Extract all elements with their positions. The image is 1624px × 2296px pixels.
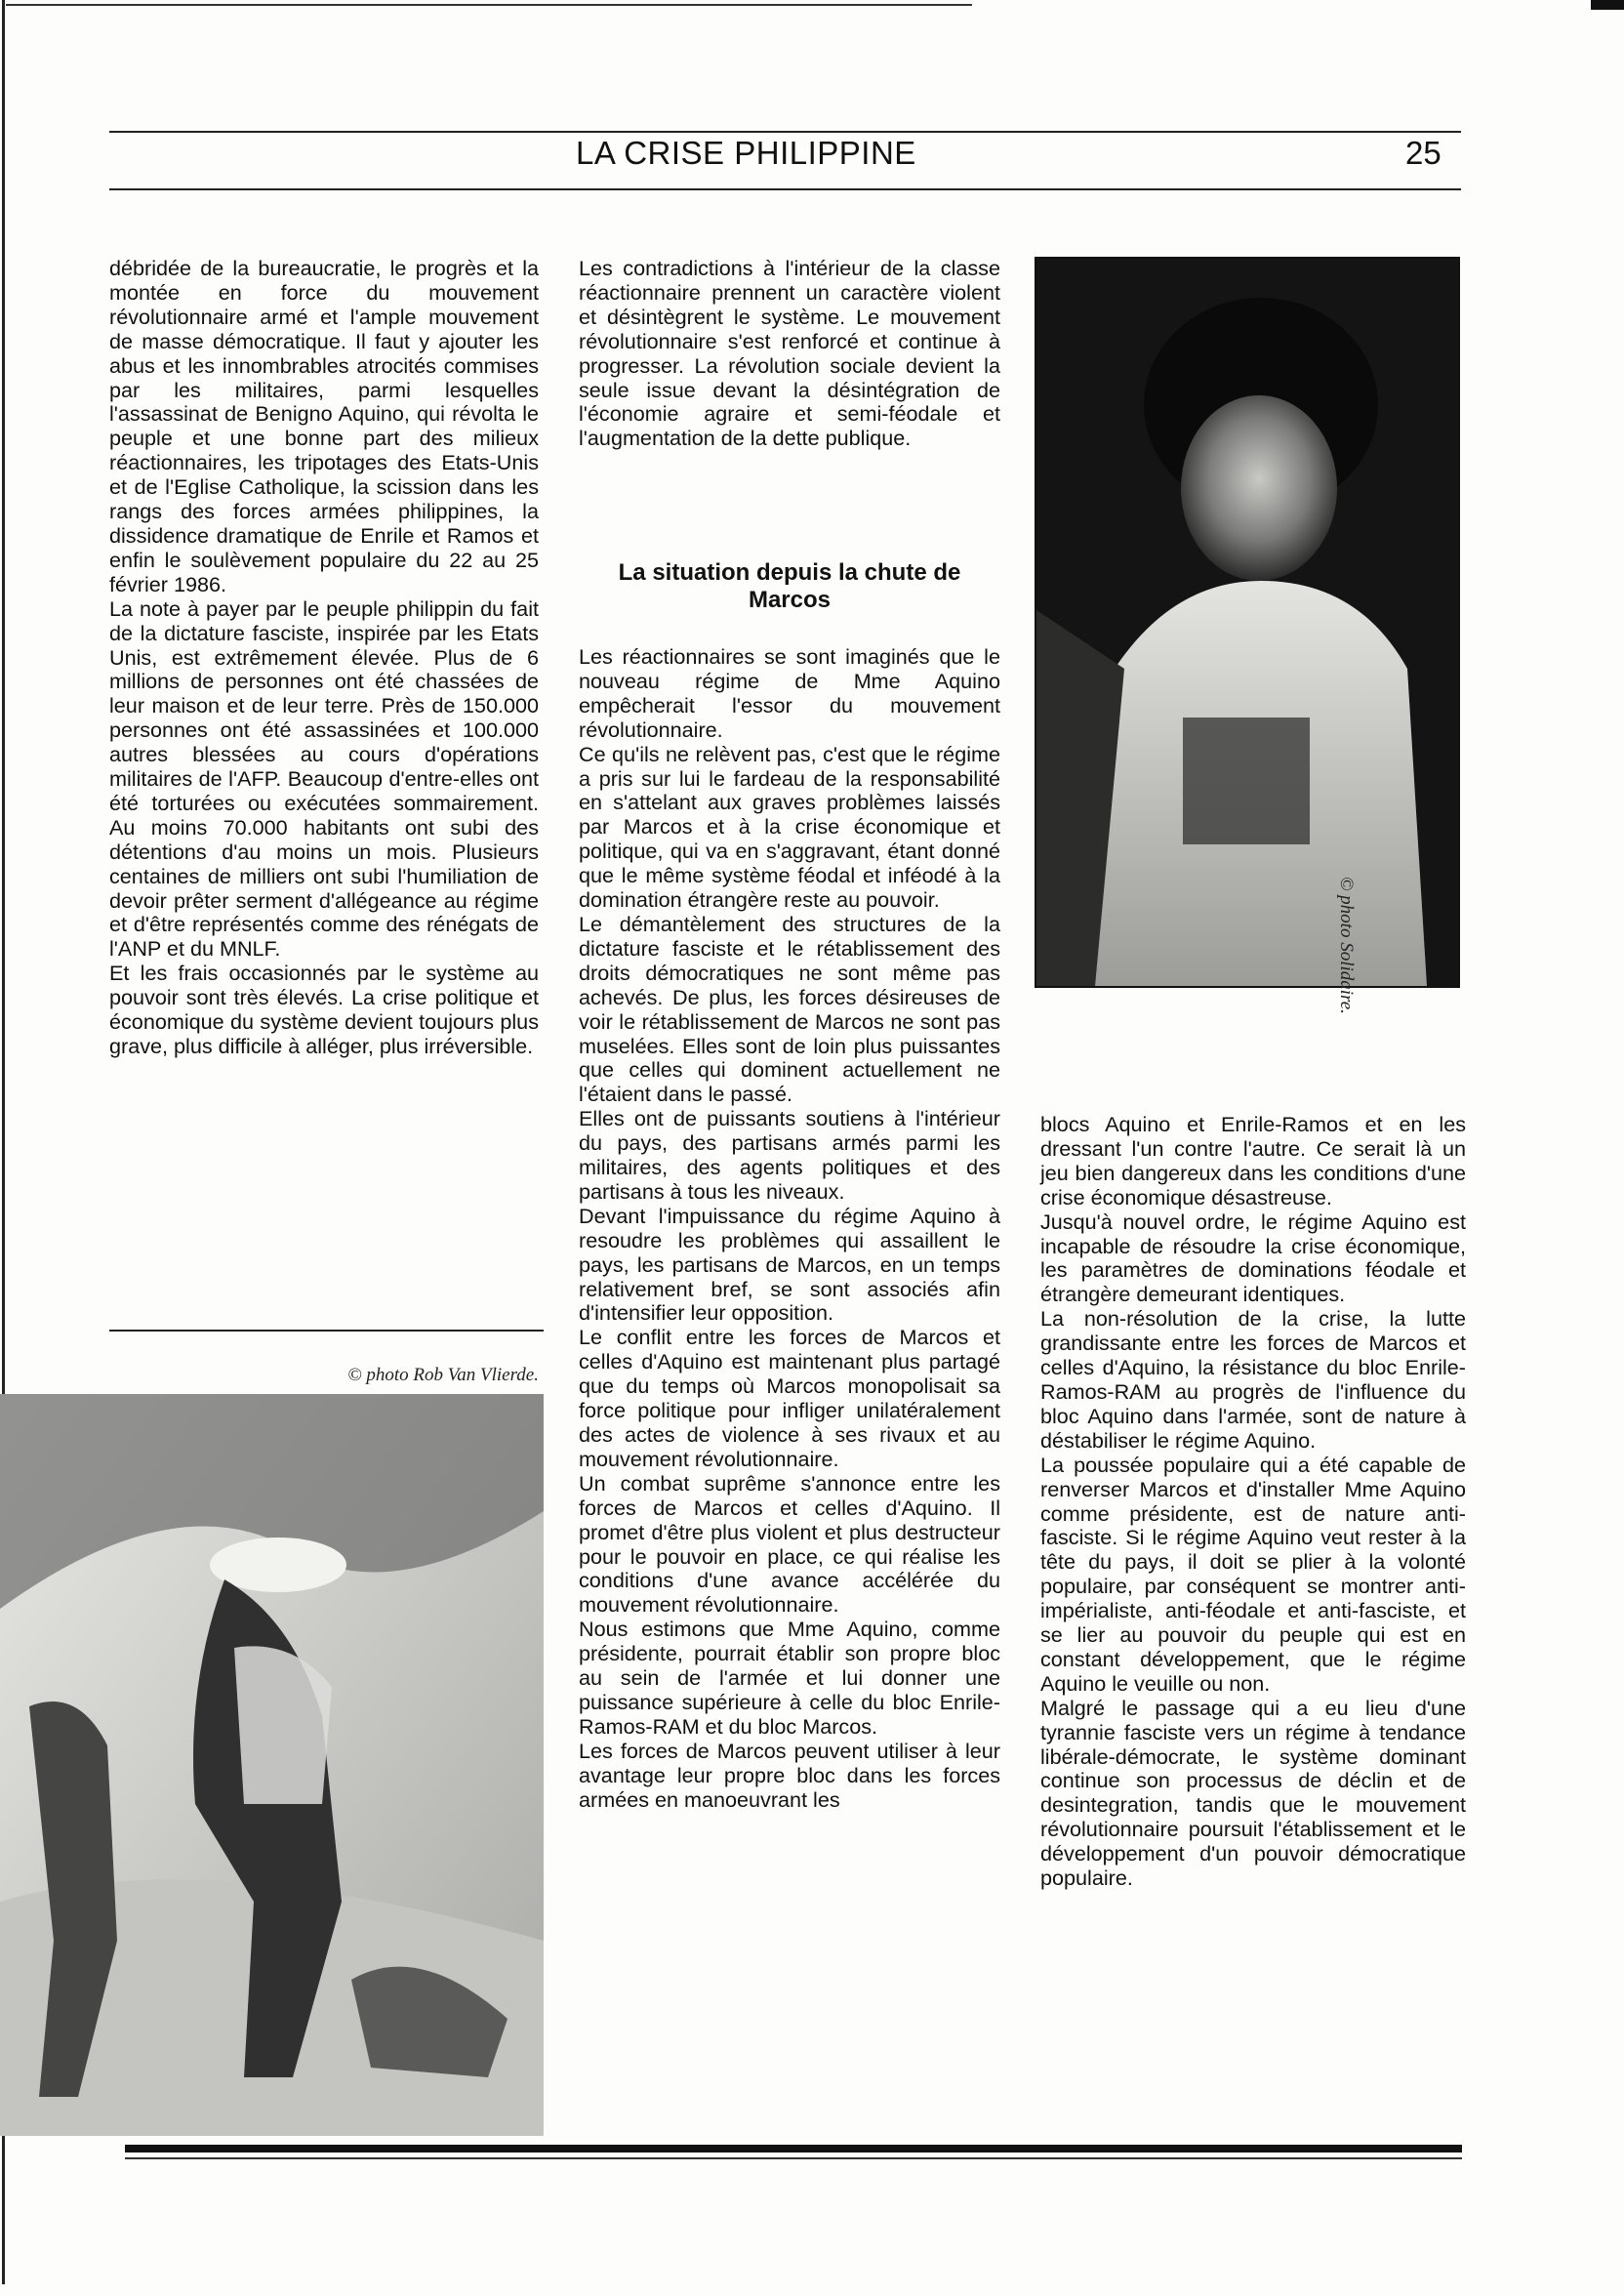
scan-top-line [6, 4, 972, 6]
paragraph: Malgré le passage qui a eu lieu d'une tyrannie fasciste vers un régime à tendance libérale-démocrate, le système dominant continue son processus de déclin et de desintegration, tandis que le mouvement révolutionnaire poursuit l'établissement et le développement d'un pouvoir démocratique populaire. [1040, 1695, 1466, 1891]
paragraph: La note à payer par le peuple philippin du fait de la dictature fasciste, inspirée par les Etats Unis, est extrêmement élevée. Plus de 6 millions de personnes ont été chassées de leur maison et de leur terre. Près de 150.000 personnes ont été assassinées et 100.000 autres blessées au cours d'opérations militaires de l'AFP. Beaucoup d'entre-elles ont été torturées ou exécutées sommairement. Au moins 70.000 habitants ont subi des détentions d'au moins un mois. Plusieurs centaines de milliers ont subi l'humiliation de devoir prêter serment d'allégeance au régime et d'être représentés comme des rénégats de l'ANP et du MNLF. [109, 595, 539, 962]
photo-credit-left: © photo Rob Van Vlierde. [347, 1365, 539, 1385]
paragraph: Les réactionnaires se sont imaginés que le nouveau régime de Mme Aquino empêcherait l'essor du mouvement révolutionnaire. [579, 644, 1000, 742]
text-column-3 [1040, 1113, 1466, 1891]
street-scene-photo [0, 1394, 544, 2136]
paragraph: Le conflit entre les forces de Marcos et celles d'Aquino est maintenant plus partagé que du temps où Marcos monopolisait sa force politique pour infliger unilatéralement des actes de violence à ses rivaux et au mouvement révolutionnaire. [579, 1325, 1000, 1471]
paragraph: Le démantèlement des structures de la dictature fasciste et le rétablissement des droits démocratiques ne sont même pas achevés. De plus, les forces désireuses de voir le rétablissement de Marcos ne sont pas muselées. Elles sont de loin plus puissantes que celles qui dominent actuellement ne l'étaient dans le passé. [579, 911, 1000, 1107]
page-number: 25 [1405, 135, 1441, 171]
paragraph: Nous estimons que Mme Aquino, comme présidente, pourrait établir son propre bloc au sein de l'armée et lui donner une puissance supérieure à celle du bloc Enrile-Ramos-RAM et du bloc Marcos. [579, 1617, 1000, 1739]
paragraph: Jusqu'à nouvel ordre, le régime Aquino est incapable de résoudre la crise économique, les paramètres de dominations féodale et étrangère demeurant identiques. [1040, 1209, 1466, 1307]
paragraph: Devant l'impuissance du régime Aquino à resoudre les problèmes qui assaillent le pays, les partisans de Marcos, en un temps relativement bref, se sont associés afin d'intensifier leur opposition. [579, 1203, 1000, 1326]
paragraph: La poussée populaire qui a été capable de renverser Marcos et d'installer Mme Aquino comme présidente, est de nature anti- fasciste. Si le régime Aquino veut rester à la tête du pays, il doit se plier à la volonté populaire, par conséquent se montrer anti-impérialiste, anti-féodale et anti-fasciste, et se lier au pouvoir du peuple qui est en constant développement, que le régime Aquino le veuille ou non. [1040, 1452, 1466, 1696]
paragraph: Elles ont de puissants soutiens à l'intérieur du pays, des partisans armés parmi les militaires, des agents politiques et des partisans à tous les niveaux. [579, 1106, 1000, 1204]
paragraph: Et les frais occasionnés par le système au pouvoir sont très élevés. La crise politique et économique du système devient toujours plus grave, plus difficile à alléger, plus irréversible. [109, 961, 539, 1058]
portrait-photo [1035, 257, 1460, 988]
street-scene-graphic [0, 1394, 544, 2136]
paragraph: Les forces de Marcos peuvent utiliser à leur avantage leur propre bloc dans les forces armées en manoeuvrant les [579, 1738, 1000, 1812]
paragraph: Les contradictions à l'intérieur de la classe réactionnaire prennent un caractère violent et désintègrent le système. Le mouvement révolutionnaire s'est renforcé et continue à progresser. La révolution sociale devient la seule issue devant la désintégration de l'économie agraire et semi-féodale et l'augmentation de la dette publique. [579, 256, 1000, 451]
text-column-1 [109, 257, 539, 1059]
paragraph: Un combat suprême s'annonce entre les forces de Marcos et celles d'Aquino. Il promet d'être plus violent et plus destructeur pour le pouvoir en place, ce qui réalise les conditions d'une avance accélérée du mouvement révolutionnaire. [579, 1470, 1000, 1618]
section-heading: La situation depuis la chute de Marcos [618, 559, 961, 613]
running-title: LA CRISE PHILIPPINE [576, 135, 916, 171]
scan-corner-mark [1591, 0, 1624, 10]
footer-rule-thick [125, 2145, 1462, 2152]
footer-rule-thin [125, 2157, 1462, 2159]
paragraph: blocs Aquino et Enrile-Ramos et en les dressant l'un contre l'autre. Ce serait là un jeu bien dangereux dans les conditions d'une crise économique désastreuse. [1040, 1112, 1466, 1210]
paragraph: débridée de la bureaucratie, le progrès et la montée en force du mouvement révolutionnaire armé et l'ample mouvement de masse démocratique. Il faut y ajouter les abus et les innombrables atrocités commises par les militaires, parmi lesquelles l'assassinat de Benigno Aquino, qui révolta le peuple et une bonne part des milieux réactionnaires, les tripotages des Etats-Unis et de l'Eglise Catholique, la scission dans les rangs des forces armées philippines, la dissidence dramatique de Enrile et Ramos et enfin le soulèvement populaire du 22 au 25 février 1986. [109, 256, 539, 596]
text-column-2-top [579, 257, 1000, 451]
paragraph: Ce qu'ils ne relèvent pas, c'est que le régime a pris sur lui le fardeau de la responsabilité en s'attelant aux graves problèmes laissés par Marcos et à la crise économique et politique, qui va en s'aggravant, étant donné que le même système féodal et inféodé à la domination étrangère reste au pouvoir. [579, 741, 1000, 913]
text-column-2 [579, 645, 1000, 1813]
paragraph: La non-résolution de la crise, la lutte grandissante entre les forces de Marcos et celles d'Aquino, la résistance du bloc Enrile-Ramos-RAM au progrès de l'influence du bloc Aquino dans l'armée, sont de nature à déstabiliser le régime Aquino. [1040, 1306, 1466, 1453]
portrait-photo-graphic [1036, 259, 1458, 986]
photo-credit-right: © photo Solidaire. [1336, 877, 1357, 1014]
credit-rule [109, 1330, 544, 1332]
header-rule-top [109, 131, 1461, 133]
header-rule-bottom [109, 188, 1461, 190]
